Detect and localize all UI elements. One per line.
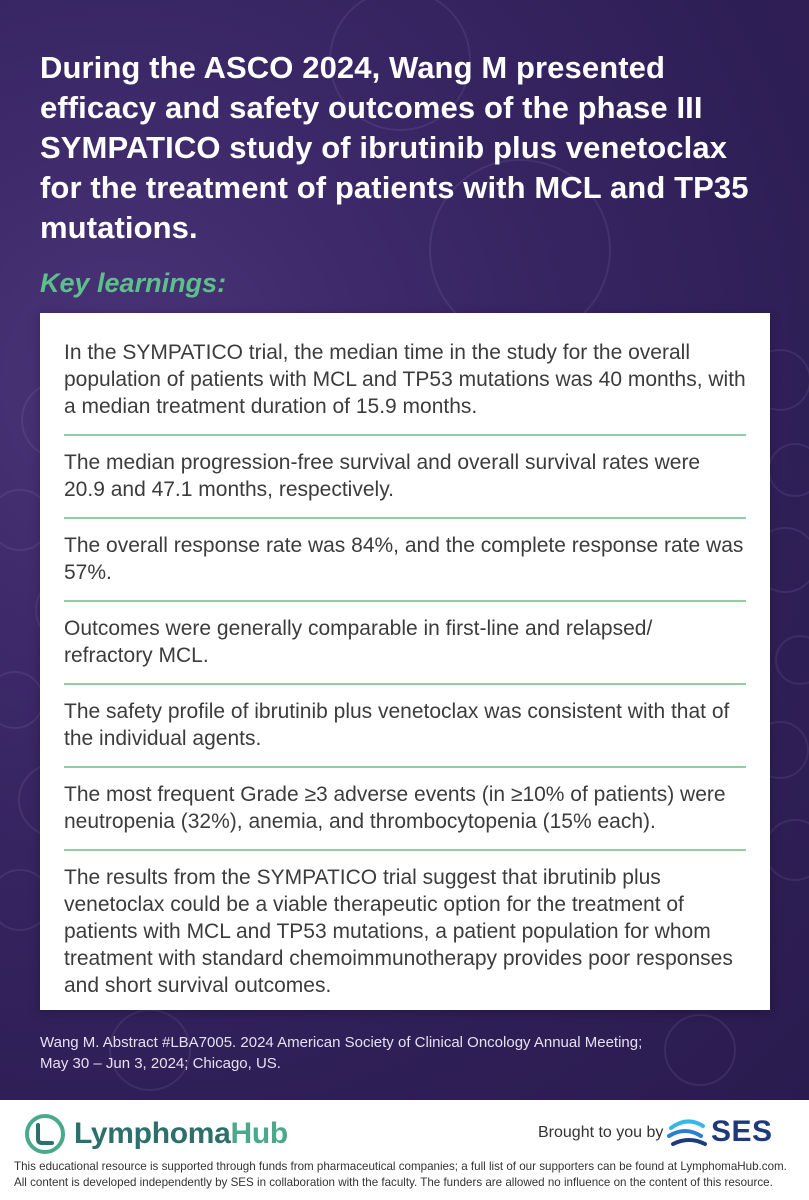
learning-item: The median progression-free survival and overall survival rates were 20.9 and 47.1 months, respectively.: [64, 451, 701, 501]
citation-line: May 30 – Jun 3, 2024; Chicago, US.: [40, 1055, 281, 1072]
ses-logo-icon: [665, 1114, 709, 1150]
learning-item: In the SYMPATICO trial, the median time in the study for the overall population of patients with MCL and TP53 mutations was 40 months, with a median treatment duration of 15.9 months.: [64, 341, 746, 418]
divider: [64, 766, 746, 768]
divider: [64, 600, 746, 602]
divider: [64, 517, 746, 519]
brought-by-label: Brought to you by: [538, 1124, 664, 1141]
disclaimer: [14, 1159, 799, 1191]
learning-item: The overall response rate was 84%, and the complete response rate was 57%.: [64, 534, 744, 584]
learning-item: The safety profile of ibrutinib plus venetoclax was consistent with that of the individual agents.: [64, 700, 730, 750]
divider: [64, 683, 746, 685]
logo-text-part2: Hub: [230, 1117, 288, 1150]
learning-item: The results from the SYMPATICO trial suggest that ibrutinib plus venetoclax could be a viable therapeutic option for the treatment of patients with MCL and TP53 mutations, a patient population for whom treatment with standard chemoimmunotherapy provides poor responses and short survival outcomes.: [64, 866, 733, 997]
lymphomahub-logo-icon: [24, 1113, 66, 1155]
learning-item: Outcomes were generally comparable in first-line and relapsed/ refractory MCL.: [64, 617, 653, 667]
key-learnings-title: Key learnings:: [40, 268, 227, 298]
logo-text-part1: Lymphoma: [74, 1117, 231, 1150]
ses-text: SES: [711, 1115, 773, 1148]
disclaimer-line: This educational resource is supported through funds from pharmaceutical companies; a full list of our supporters can be found at LymphomaHub.com.: [14, 1160, 787, 1173]
logo-text: [74, 1117, 288, 1151]
key-learnings-card: [40, 313, 770, 1010]
disclaimer-line: All content is developed independently by SES in collaboration with the faculty. The funders are allowed no influence on the content of this resource.: [14, 1176, 773, 1189]
lymphomahub-logo[interactable]: [24, 1112, 288, 1156]
citation-line: Wang M. Abstract #LBA7005. 2024 American Society of Clinical Oncology Annual Meeting;: [40, 1034, 643, 1051]
citation: [40, 1032, 740, 1074]
divider: [64, 849, 746, 851]
divider: [64, 434, 746, 436]
headline: During the ASCO 2024, Wang M presented efficacy and safety outcomes of the phase III SYMPATICO study of ibrutinib plus venetoclax for the treatment of patients with MCL and TP35 mutations.: [40, 50, 749, 245]
ses-logo[interactable]: [665, 1114, 773, 1150]
footer: [0, 1100, 809, 1200]
learning-item: The most frequent Grade ≥3 adverse events (in ≥10% of patients) were neutropenia (32%), anemia, and thrombocytopenia (15% each).: [64, 783, 726, 833]
